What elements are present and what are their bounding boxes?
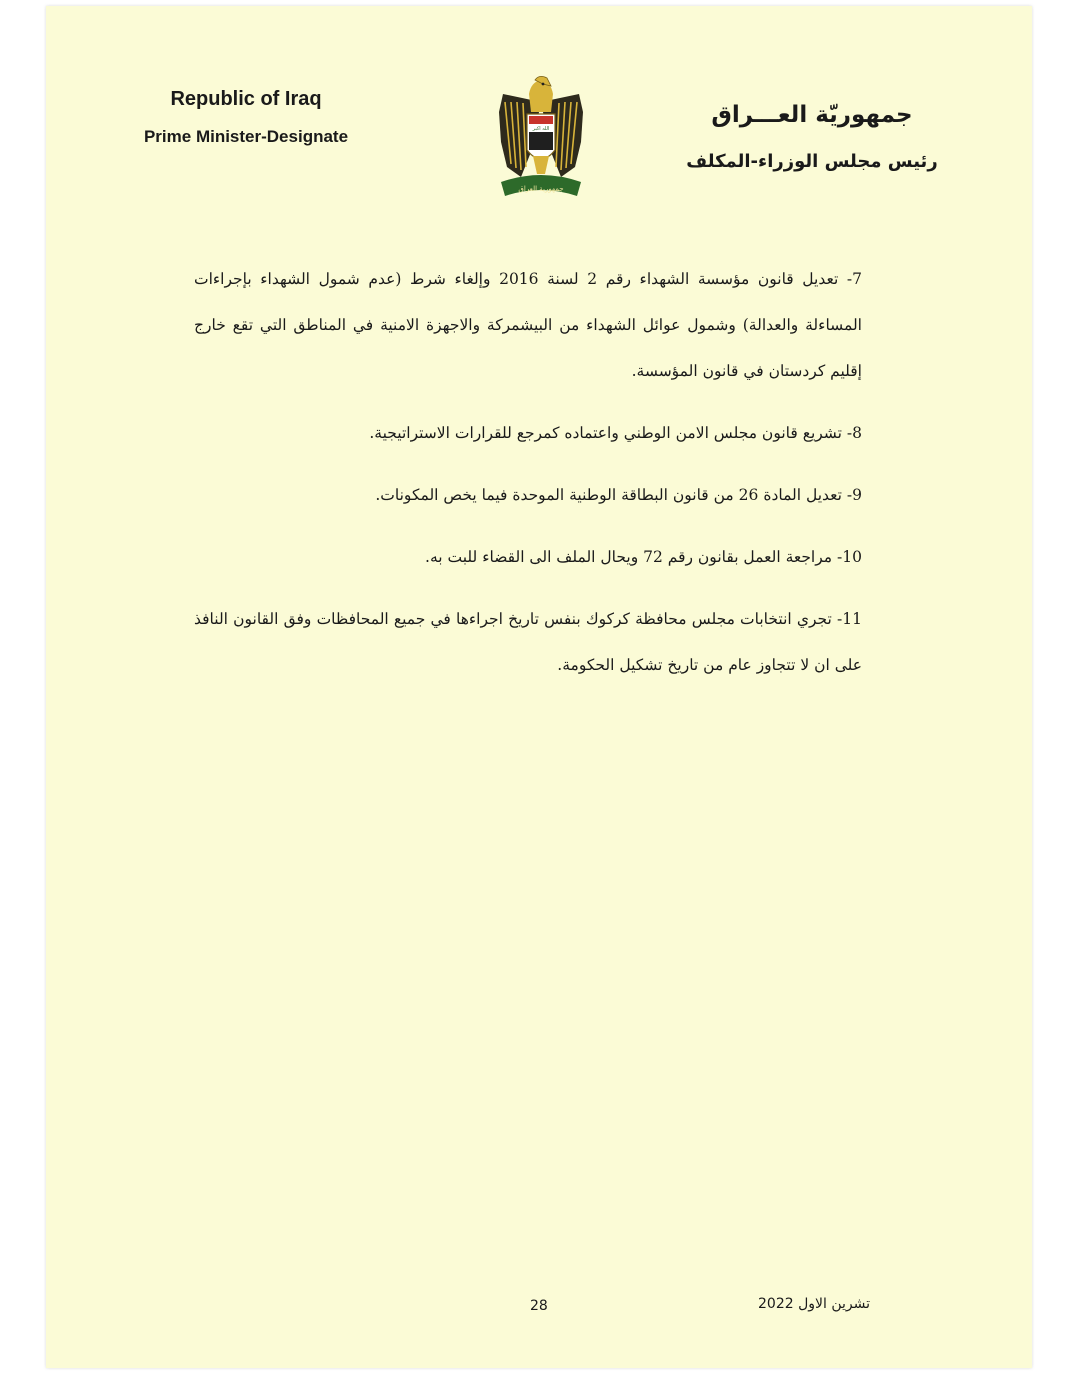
item-10: 10- مراجعة العمل بقانون رقم 72 ويحال الملف الى القضاء للبت به. <box>425 548 862 566</box>
program-items <box>194 256 862 688</box>
footer-date: تشرين الاول 2022 <box>758 1296 871 1312</box>
item-9: 9- تعديل المادة 26 من قانون البطاقة الوطنية الموحدة فيما يخص المكونات. <box>375 486 862 504</box>
header-country-ar: جمهوريّة العـــراق <box>711 102 913 128</box>
header-office-en: Prime Minister-Designate <box>143 127 349 146</box>
header-office-ar: رئيس مجلس الوزراء-المكلف <box>686 151 938 172</box>
iraq-eagle-emblem-icon <box>491 72 591 202</box>
page-number: 28 <box>530 1298 548 1314</box>
document-page <box>46 6 1032 1368</box>
item-8: 8- تشريع قانون مجلس الامن الوطني واعتماده كمرجع للقرارات الاستراتيجية. <box>369 424 862 442</box>
svg-text:جمهورية العراق: جمهورية العراق <box>518 185 564 193</box>
item-7: 7- تعديل قانون مؤسسة الشهداء رقم 2 لسنة 2016 وإلغاء شرط (عدم شمول الشهداء بإجراءات المساءلة والعدالة) وشمول عوائل الشهداء من البيشمركة والاجهزة الامنية في المناطق التي تقع خارج إقليم كردستان في قانون المؤسسة. <box>194 270 862 380</box>
item-11: 11- تجري انتخابات مجلس محافظة كركوك بنفس تاريخ اجراءها في جميع المحافظات وفق القانون النافذ على ان لا تتجاوز عام من تاريخ تشكيل الحكومة. <box>194 610 862 674</box>
header-country-en: Republic of Iraq <box>170 88 322 110</box>
svg-text:الله اكبر: الله اكبر <box>532 126 550 132</box>
